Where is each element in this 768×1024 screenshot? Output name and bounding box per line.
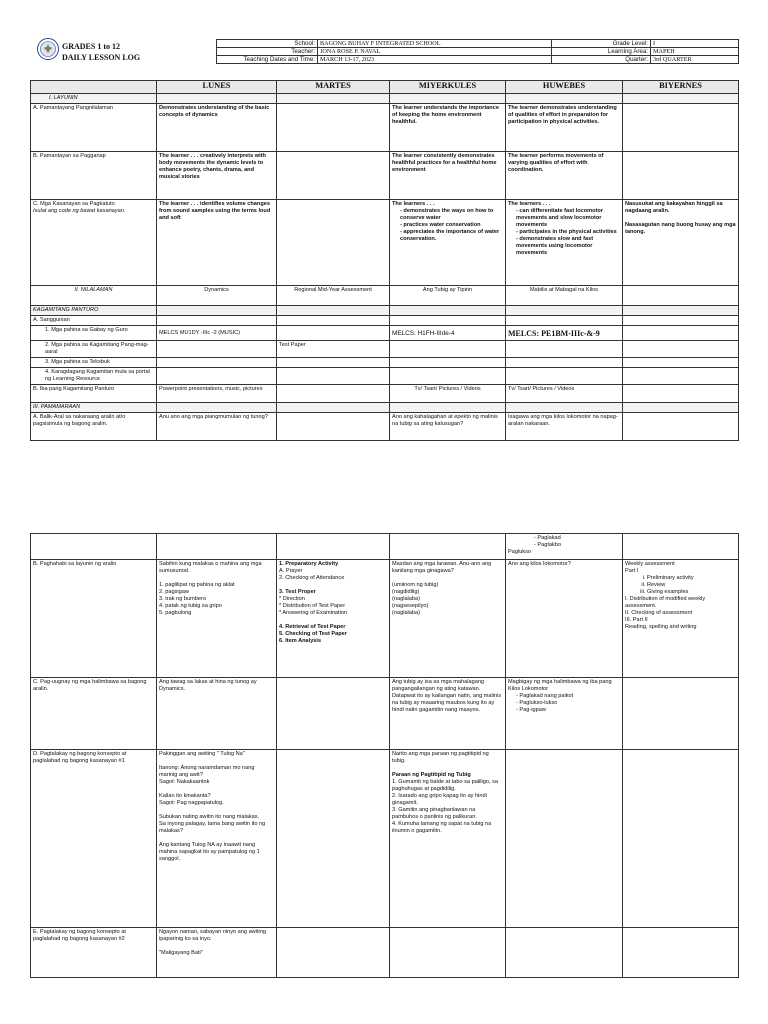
header-info-table bbox=[216, 39, 739, 64]
biy-part: Part I bbox=[625, 568, 639, 574]
list-item: - Paglakad bbox=[534, 535, 620, 542]
list-item: - Pagtakbo bbox=[534, 542, 620, 549]
lesson-table-page2 bbox=[30, 533, 739, 978]
cell-pag-uugnay-lunes: Ang tawag sa lakas at hina ng tunog ay Dynamics. bbox=[157, 678, 277, 750]
cell-nilalaman-lunes: Dynamics bbox=[157, 286, 277, 306]
cell-a-miyerkules: The learner understands the importance of keeping the home environment healthful. bbox=[390, 104, 506, 152]
d-miy-list: 1. Gumamit ng balde at tabo sa paliligo, sa paghuhugas at pagdidilig. 2. Isarado ang gripo kapag ito ay hindi ginagamit. 3. Gamitin ang pinagbanlawan na pambuhos o panlinis ng palikuran. 4. Kumuha lamang ng sapat na tubig na iinumin o gagamitin. bbox=[392, 779, 499, 834]
day-header-blank bbox=[31, 81, 157, 94]
row-label-pamantayang-pangnilalaman: A. Pamantayang Pangnilalaman bbox=[31, 104, 157, 152]
list-item: i. Preliminary activity bbox=[647, 575, 736, 582]
area-label: Learning Area: bbox=[552, 48, 651, 56]
list-item: - appreciates the importance of water conservation. bbox=[400, 229, 503, 243]
row-label-pagtalakay-1: D. Pagtalakay ng bagong konsepto at paglalahad ng bagong kasanayan #1 bbox=[31, 750, 157, 928]
kasanayan-title: C. Mga Kasanayan sa Pagkatuto bbox=[33, 201, 115, 207]
cell-top-huwebes bbox=[506, 534, 623, 560]
row-label-pag-uugnay: C. Pag-uugnay ng mga halimbawa sa bagong aralin. bbox=[31, 678, 157, 750]
cell-b-miyerkules: The learner consistently demonstrates healthful practices for a healthful home environment bbox=[390, 152, 506, 200]
cell-c-huwebes bbox=[506, 200, 623, 286]
section-pamamaraan: III. PAMAMARAAN bbox=[31, 403, 157, 413]
d-miy-intro: Narito ang mga paraan ng pagtitipid ng tubig. bbox=[392, 751, 489, 764]
school-value: BAGONG BUHAY F INTEGRATED SCHOOL bbox=[318, 40, 552, 48]
list-item: - participates in the physical activities bbox=[516, 229, 620, 236]
mar-step1: 1. Preparatory Activity bbox=[279, 561, 339, 567]
day-header-miyerkules: MIYERKULES bbox=[390, 81, 506, 94]
row-label-kagamitang-pang-mag-aaral: 2. Mga pahina sa Kagamitang Pang-mag-aaral bbox=[31, 341, 157, 358]
quarter-value: 3rd QUARTER bbox=[651, 56, 739, 64]
list-item: ii. Review bbox=[647, 582, 736, 589]
deped-seal-logo bbox=[37, 38, 59, 60]
cell-pagtalakay1-miyerkules bbox=[390, 750, 506, 928]
row-label-pagtalakay-2: E. Pagtalakay ng bagong konsepto at paglalahad ng bagong kasanayan #2 bbox=[31, 928, 157, 978]
day-header-huwebes: HUWEBES bbox=[506, 81, 623, 94]
cell-b-huwebes: The learner performs movements of varying qualities of effort with coordination. bbox=[506, 152, 623, 200]
mar-step2: A. Prayer 2. Checking of Attendance bbox=[279, 568, 345, 581]
cell-nilalaman-martes: Regional Mid-Year Assessment bbox=[277, 286, 390, 306]
cell-a-lunes: Demonstrates understanding of the basic concepts of dynamics bbox=[157, 104, 277, 152]
row-label-teksbuk: 3. Mga pahina sa Teksbuk bbox=[31, 358, 157, 368]
cell-paghahabi-biyernes bbox=[623, 560, 739, 678]
doc-title-grades: GRADES 1 to 12 bbox=[62, 42, 121, 51]
quarter-label: Quarter: bbox=[552, 56, 651, 64]
c-huw-head: The learners . . . bbox=[508, 201, 551, 207]
cell-c-miyerkules bbox=[390, 200, 506, 286]
list-item: - practices water conservation bbox=[400, 222, 503, 229]
grade-label: Grade Level: bbox=[552, 40, 651, 48]
day-header-lunes: LUNES bbox=[157, 81, 277, 94]
c-biy-line1: Nasusukat ang kakayahan hinggil sa nagdaang aralin. bbox=[625, 201, 723, 214]
list-item: - can differentiate fast locomotor movements and slow locomotor movements bbox=[516, 208, 620, 229]
cell-balik-aral-miyerkules: Ano ang kahalagahan at epekto ng malinis na tubig sa ating kalusugan? bbox=[390, 413, 506, 441]
cell-b-lunes: The learner . . . creatively interprets with body movements the dynamic levels to enhance poetry, chants, drama, and musical stories bbox=[157, 152, 277, 200]
list-item: - Paglukso-lukso bbox=[516, 700, 620, 707]
cell-iba-lunes: Powerpoint presentations, music, pictures bbox=[157, 385, 277, 403]
list-item: - Paglakad nang paikot bbox=[516, 693, 620, 700]
teacher-label: Teacher: bbox=[217, 48, 318, 56]
cell-melcs-huwebes: MELCS: PE1BM-IIIc-&-9 bbox=[506, 326, 623, 341]
cell-test-paper-martes: Test Paper bbox=[277, 341, 390, 358]
c-biy-line2: Nasasagutan nang buong husay ang mga tanong. bbox=[625, 222, 736, 235]
dates-label: Teaching Dates and Time: bbox=[217, 56, 318, 64]
cell-pagtalakay2-lunes: Ngayon naman, sabayan ninyo ang awiting ipaparinig ko sa inyo. "Maligayang Bati" bbox=[157, 928, 277, 978]
school-label: School: bbox=[217, 40, 318, 48]
day-header-biyernes: BIYERNES bbox=[623, 81, 739, 94]
row-label-paghahabi: B. Paghahabi sa layunin ng aralin bbox=[31, 560, 157, 678]
list-item: - demonstrates the ways on how to conserve water bbox=[400, 208, 503, 222]
row-label-balik-aral: A. Balik-Aral sa nakaraang aralin at/o pagsisimula ng bagong aralin. bbox=[31, 413, 157, 441]
section-layunin: I. LAYUNIN bbox=[31, 94, 157, 104]
dates-value: MARCH 13-17, 2023 bbox=[318, 56, 552, 64]
cell-nilalaman-miyerkules: Ang Tubig ay Tipirin bbox=[390, 286, 506, 306]
list-item: - demonstrates slow and fast movements using locomotor movements bbox=[516, 236, 620, 257]
lesson-table-page1 bbox=[30, 80, 739, 441]
day-header-martes: MARTES bbox=[277, 81, 390, 94]
cell-paghahabi-miyerkules: Masdan ang mga larawan. Anu-ano ang kanilang mga ginagawa? (umiinom ng tubig) (nagdidilig) (naglalaba) (nagsesepilyo) (naglalaba) bbox=[390, 560, 506, 678]
cell-pag-uugnay-huwebes bbox=[506, 678, 623, 750]
c-miy-head: The learners . . . bbox=[392, 201, 435, 207]
top-huw-tail: Paglukso bbox=[508, 549, 532, 555]
cell-nilalaman-huwebes: Mabilis at Mabagal na Kilos bbox=[506, 286, 623, 306]
row-label-gabay-guro: 1. Mga pahina sa Gabay ng Guro bbox=[31, 326, 157, 341]
cell-pag-uugnay-miyerkules: Ang tubig ay isa sa mga mahalagang pangangailangan ng ating katawan. Datapwat ito ay kailangan natin, ang malinis na tubig ay maaaring maubos kung ito ay hindi natin gagamitin nang maayos. bbox=[390, 678, 506, 750]
grade-value: I bbox=[651, 40, 739, 48]
cell-paghahabi-martes bbox=[277, 560, 390, 678]
biy-head: Weekly assessment bbox=[625, 561, 675, 567]
mar-step5: 4. Retrieval of Test Paper 5. Checking of Test Paper 6. Item Analysis bbox=[279, 624, 347, 644]
c-huw-p2-head: Magbigay ng mga halimbawa ng iba pang Kilos Lokomotor bbox=[508, 679, 612, 692]
area-value: MAPEH bbox=[651, 48, 739, 56]
cell-iba-miyerkules: Tv/ Tsart/ Pictures / Videos bbox=[390, 385, 506, 403]
cell-balik-aral-huwebes: Isagawa ang mga kilos lokomotor na napag-aralan nakaraan. bbox=[506, 413, 623, 441]
kasanayan-sub: Isulat ang code ng bawat kasanayan. bbox=[33, 208, 126, 214]
mar-step3: 3. Test Proper bbox=[279, 589, 316, 595]
row-label-iba-pang-kagamitan: B. Iba pang Kagamitang Panturo bbox=[31, 385, 157, 403]
d-miy-head: Paraan ng Pagtitipid ng Tubig bbox=[392, 772, 471, 778]
list-item: iii. Giving examples bbox=[647, 589, 736, 596]
cell-paghahabi-huwebes: Ano ang kilos lokomotor? bbox=[506, 560, 623, 678]
biy-tail: I. Distribution of modified weekly assessment. II. Checking of assessment III. Part II Reading, spelling and writing bbox=[625, 596, 706, 630]
row-label-karagdagang-kagamitan: 4. Karagdagang Kagamitan mula sa portal ng Learning Resource bbox=[31, 368, 157, 385]
mar-step4: * Direction * Distribution of Test Paper * Answering of Examination bbox=[279, 596, 348, 616]
cell-iba-huwebes: Tv/ Tsart/ Pictures / Videos bbox=[506, 385, 623, 403]
cell-c-lunes: The learner . . . identifies volume changes from sound samples using the terms loud and soft bbox=[157, 200, 277, 286]
cell-melcs-miyerkules: MELCS: H1FH-IIIde-4 bbox=[390, 326, 506, 341]
cell-a-huwebes: The learner demonstrates understanding of qualities of effort in preparation for participation in physical activities. bbox=[506, 104, 623, 152]
row-label-sanggunian: A. Sanggunian bbox=[31, 316, 157, 326]
doc-title-dll: DAILY LESSON LOG bbox=[62, 53, 141, 62]
section-kagamitan: KAGAMITANG PANTURO bbox=[31, 306, 157, 316]
cell-paghahabi-lunes: Sabihin kung malakas o mahina ang mga sumusunod. 1. paglilipat ng pahina ng aklat 2. pagsigaw 3. trak ng bumbero 4. patak ng tubig sa gripo 5. pagbulong bbox=[157, 560, 277, 678]
row-label-kasanayan bbox=[31, 200, 157, 286]
cell-pagtalakay1-lunes: Pakinggan ang awiting " Tulog Na" Itanong: Anong naramdaman mo nang marinig ang awit? Sagot: Nakakaantok Kailan ito kinakanta? Sagot: Pag nagpapatulog. Subukan nating awitin ito nang malakas. Sa inyong palagay, tama bang awitin ito ng malakas? Ang kantang Tulog NA ay inaawit nang mahina sapagkat ito ay pampatulog ng 1 sanggol. bbox=[157, 750, 277, 928]
cell-c-biyernes bbox=[623, 200, 739, 286]
cell-balik-aral-lunes: Anu ano ang mga piangmumulan ng tunog? bbox=[157, 413, 277, 441]
list-item: - Pag-igpaw bbox=[516, 707, 620, 714]
cell-melcs-lunes: MELCS MU1DY -IIIc -2 (MUSIC) bbox=[157, 326, 277, 341]
section-nilalaman: II. NILALAMAN bbox=[31, 286, 157, 306]
row-label-pamantayan-sa-pagganap: B. Pamantayan sa Pagganap bbox=[31, 152, 157, 200]
teacher-value: JONA ROSE P. NAVAL bbox=[318, 48, 552, 56]
